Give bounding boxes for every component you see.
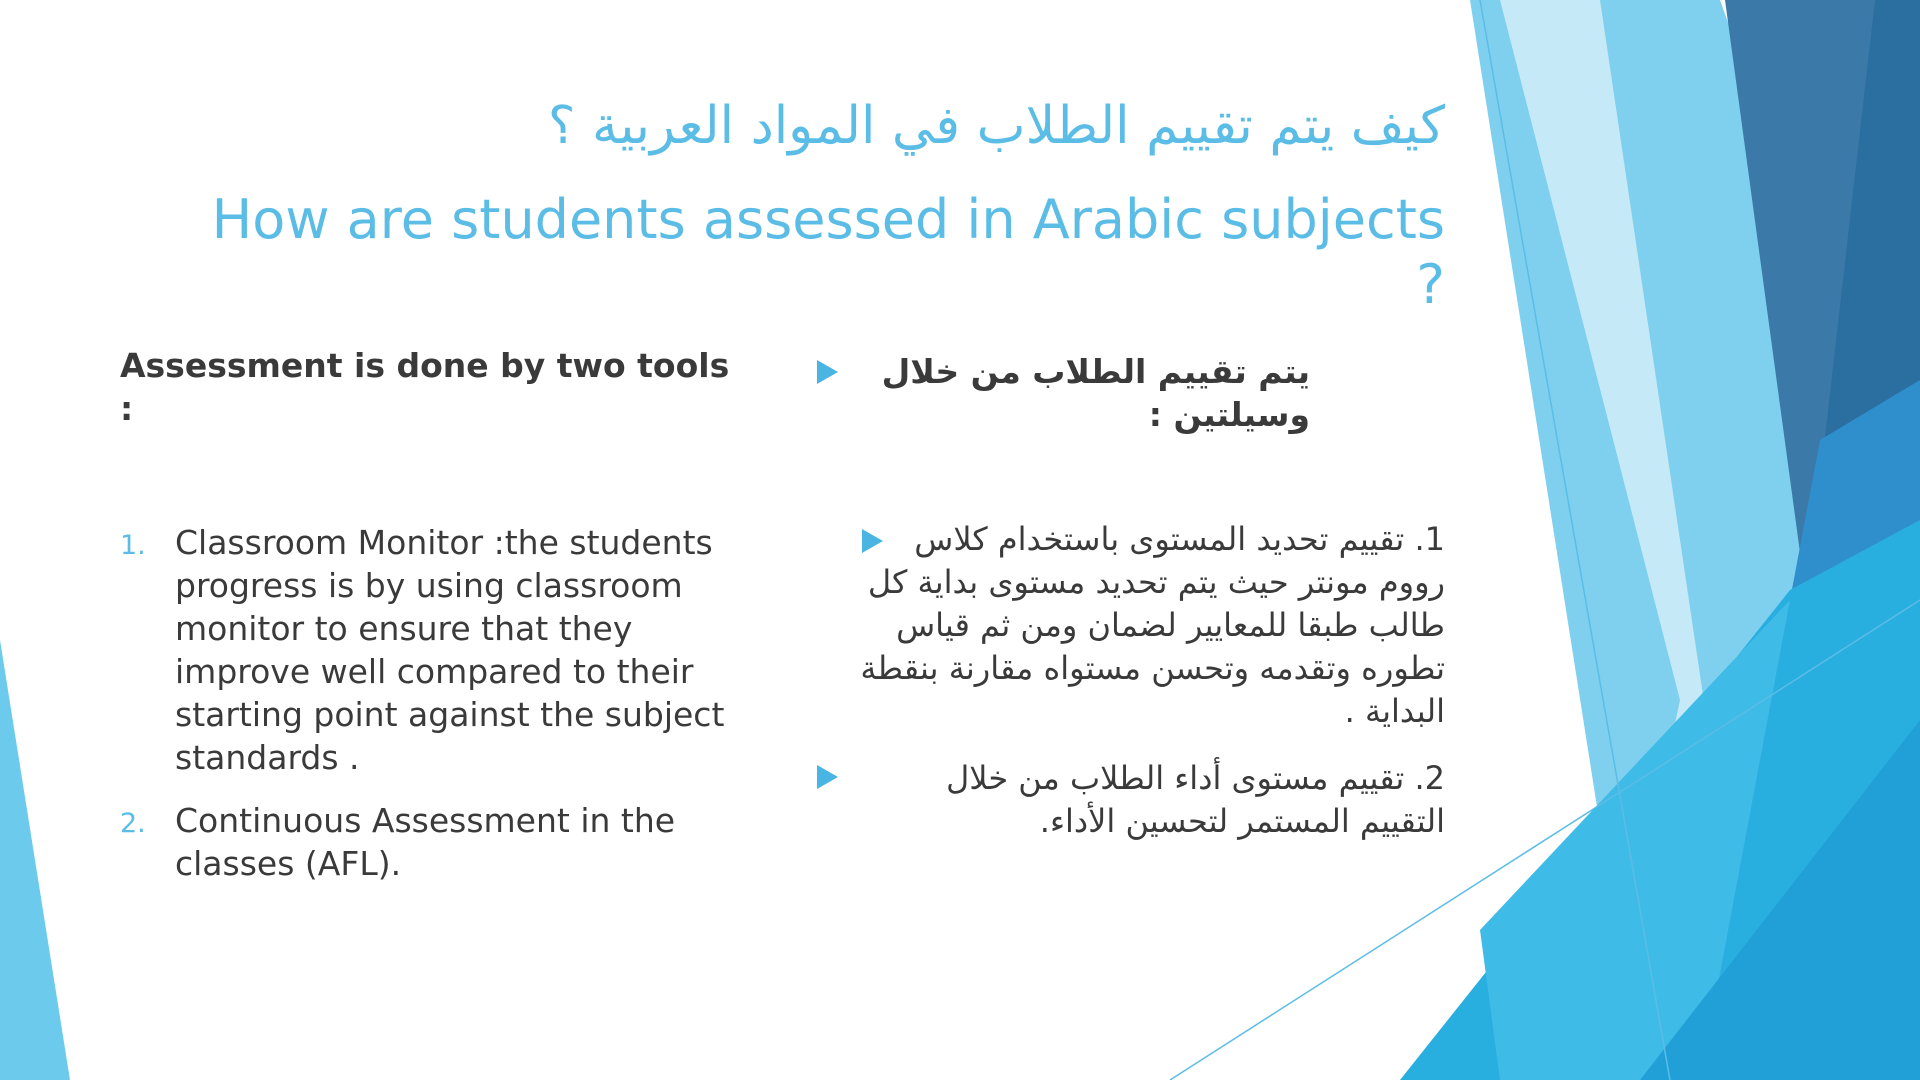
right-list-item: 2. تقييم مستوى أداء الطلاب من خلال التقييم المستمر لتحسين الأداء.	[946, 759, 1445, 840]
list-item-number: 1.	[120, 529, 146, 561]
right-list-item: 1. تقييم تحديد المستوى باستخدام كلاس رووم مونتر حيث يتم تحديد مستوى بداية كل طالب طبقا للمعايير لضمان ومن ثم قياس تطوره وتقدمه وتحسن مستواه مقارنة بنقطة البداية .	[860, 520, 1445, 730]
list-item-number: 2.	[120, 807, 146, 839]
left-column	[120, 345, 750, 905]
list-item	[120, 799, 750, 885]
left-heading: Assessment is done by two tools :	[120, 346, 730, 428]
list-item-text: Classroom Monitor :the students progress is by using classroom monitor to ensure that they improve well compared to their starting point against the subject standards .	[175, 522, 725, 777]
slide-title-english: How are students assessed in Arabic subjects ?	[211, 188, 1445, 316]
list-item-text: Continuous Assessment in the classes (AFL).	[175, 800, 676, 883]
right-heading: يتم تقييم الطلاب من خلال وسيلتين :	[881, 352, 1310, 434]
list-item	[120, 521, 750, 779]
triangle-bullet-icon	[817, 765, 838, 789]
slide-title-arabic: كيف يتم تقييم الطلاب في المواد العربية ؟	[547, 96, 1445, 156]
left-edge-shape	[0, 640, 70, 1080]
left-list	[120, 521, 750, 885]
triangle-bullet-icon	[817, 360, 838, 384]
